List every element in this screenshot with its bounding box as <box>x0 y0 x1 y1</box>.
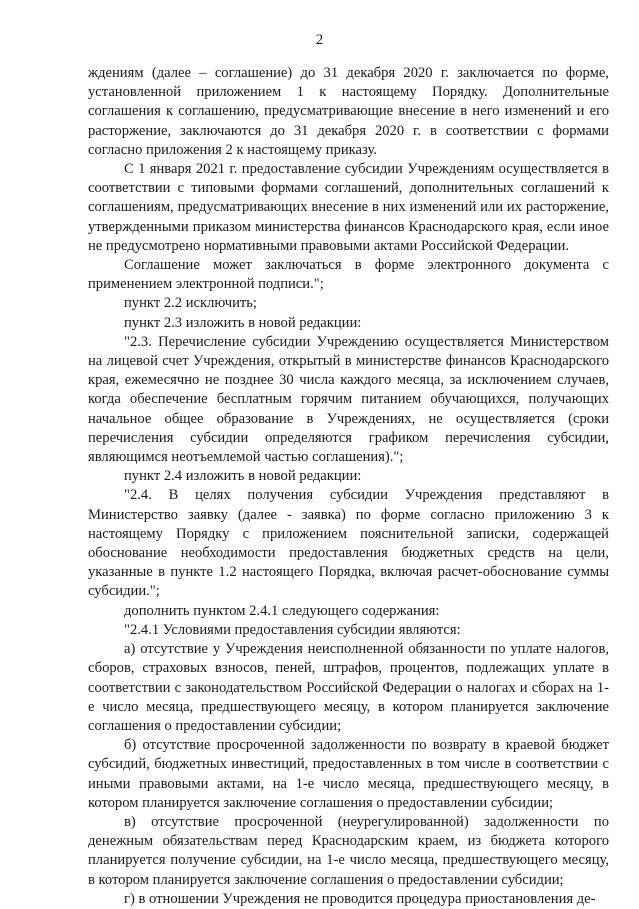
paragraph-clause-2-3: "2.3. Перечисление субсидии Учреждению осуществляется Министерством на лицевой счет Учреждения, открытый в министерстве финансов Краснодарского края, ежемесячно не позднее 30 числа каждого месяца, за исключением случаев, когда обеспечение бесплатным горячим питанием обучающихся, получающих начальное общее образование в Учреждениях, не осуществляется (сроки перечисления субсидии определяются графиком перечисления субсидии, являющимся неотъемлемой частью соглашения)."; <box>88 333 609 466</box>
paragraph-condition-v: в) отсутствие просроченной (неурегулированной) задолженности по денежным обязательствам перед Краснодарским краем, из бюджета которого планируется получение субсидии, на 1-е число месяца, предшествующего месяцу, в котором планируется заключение соглашения о предоставлении субсидии; <box>88 813 609 888</box>
paragraph-condition-g: г) в отношении Учреждения не проводится процедура приостановления де- <box>124 890 596 907</box>
paragraph-clause-2-4-1: "2.4.1 Условиями предоставления субсидии являются: <box>124 621 461 638</box>
paragraph-typical-forms-2021: С 1 января 2021 г. предоставление субсидии Учреждениям осуществляется в соответствии с типовыми формами соглашений, дополнительных соглашений к соглашениям, предусматривающих внесение в них изменений или их расторжение, утвержденными приказом министерства финансов Краснодарского края, если иное не предусмотрено нормативными правовыми актами Российской Федерации. <box>88 161 609 254</box>
paragraph-add-2-4-1: дополнить пунктом 2.4.1 следующего содержания: <box>124 602 440 619</box>
page-number: 2 <box>315 32 324 48</box>
paragraph-amend-2-4: пункт 2.4 изложить в новой редакции: <box>124 468 362 485</box>
document-body <box>88 64 609 909</box>
paragraph-clause-2-4: "2.4. В целях получения субсидии Учреждения представляют в Министерство заявку (далее - заявка) по форме согласно приложению 3 к настоящему Порядку с приложением пояснительной записки, содержащей обоснование необходимости предоставления бюджетных средств на цели, указанные в пункте 1.2 настоящего Порядка, включая расчет-обоснование суммы субсидии."; <box>88 487 609 600</box>
paragraph-agreement-form: ждениям (далее – соглашение) до 31 декабря 2020 г. заключается по форме, установленной приложением 1 к настоящему Порядку. Дополнительные соглашения к соглашению, предусматривающие внесение в него изменений и его расторжение, заключаются до 31 декабря 2020 г. в соответствии с формами согласно приложения 2 к настоящему приказу. <box>88 65 609 158</box>
paragraph-amend-2-3: пункт 2.3 изложить в новой редакции: <box>124 314 362 331</box>
paragraph-electronic-document: Соглашение может заключаться в форме электронного документа с применением электронной подписи."; <box>88 257 609 293</box>
paragraph-condition-b: б) отсутствие просроченной задолженности по возврату в краевой бюджет субсидий, бюджетных инвестиций, предоставленных в том числе в соответствии с иными правовыми актами, на 1-е число месяца, предшествующего месяцу, в котором планируется заключение соглашения о предоставлении субсидии; <box>88 737 609 811</box>
paragraph-condition-a: а) отсутствие у Учреждения неисполненной обязанности по уплате налогов, сборов, страховых взносов, пеней, штрафов, процентов, подлежащих уплате в соответствии с законодательством Российской Федерации о налогах и сборах на 1-е число месяца, предшествующего месяцу, в котором планируется заключение соглашения о предоставлении субсидии; <box>88 641 609 734</box>
paragraph-exclude-2-2: пункт 2.2 исключить; <box>124 295 257 312</box>
